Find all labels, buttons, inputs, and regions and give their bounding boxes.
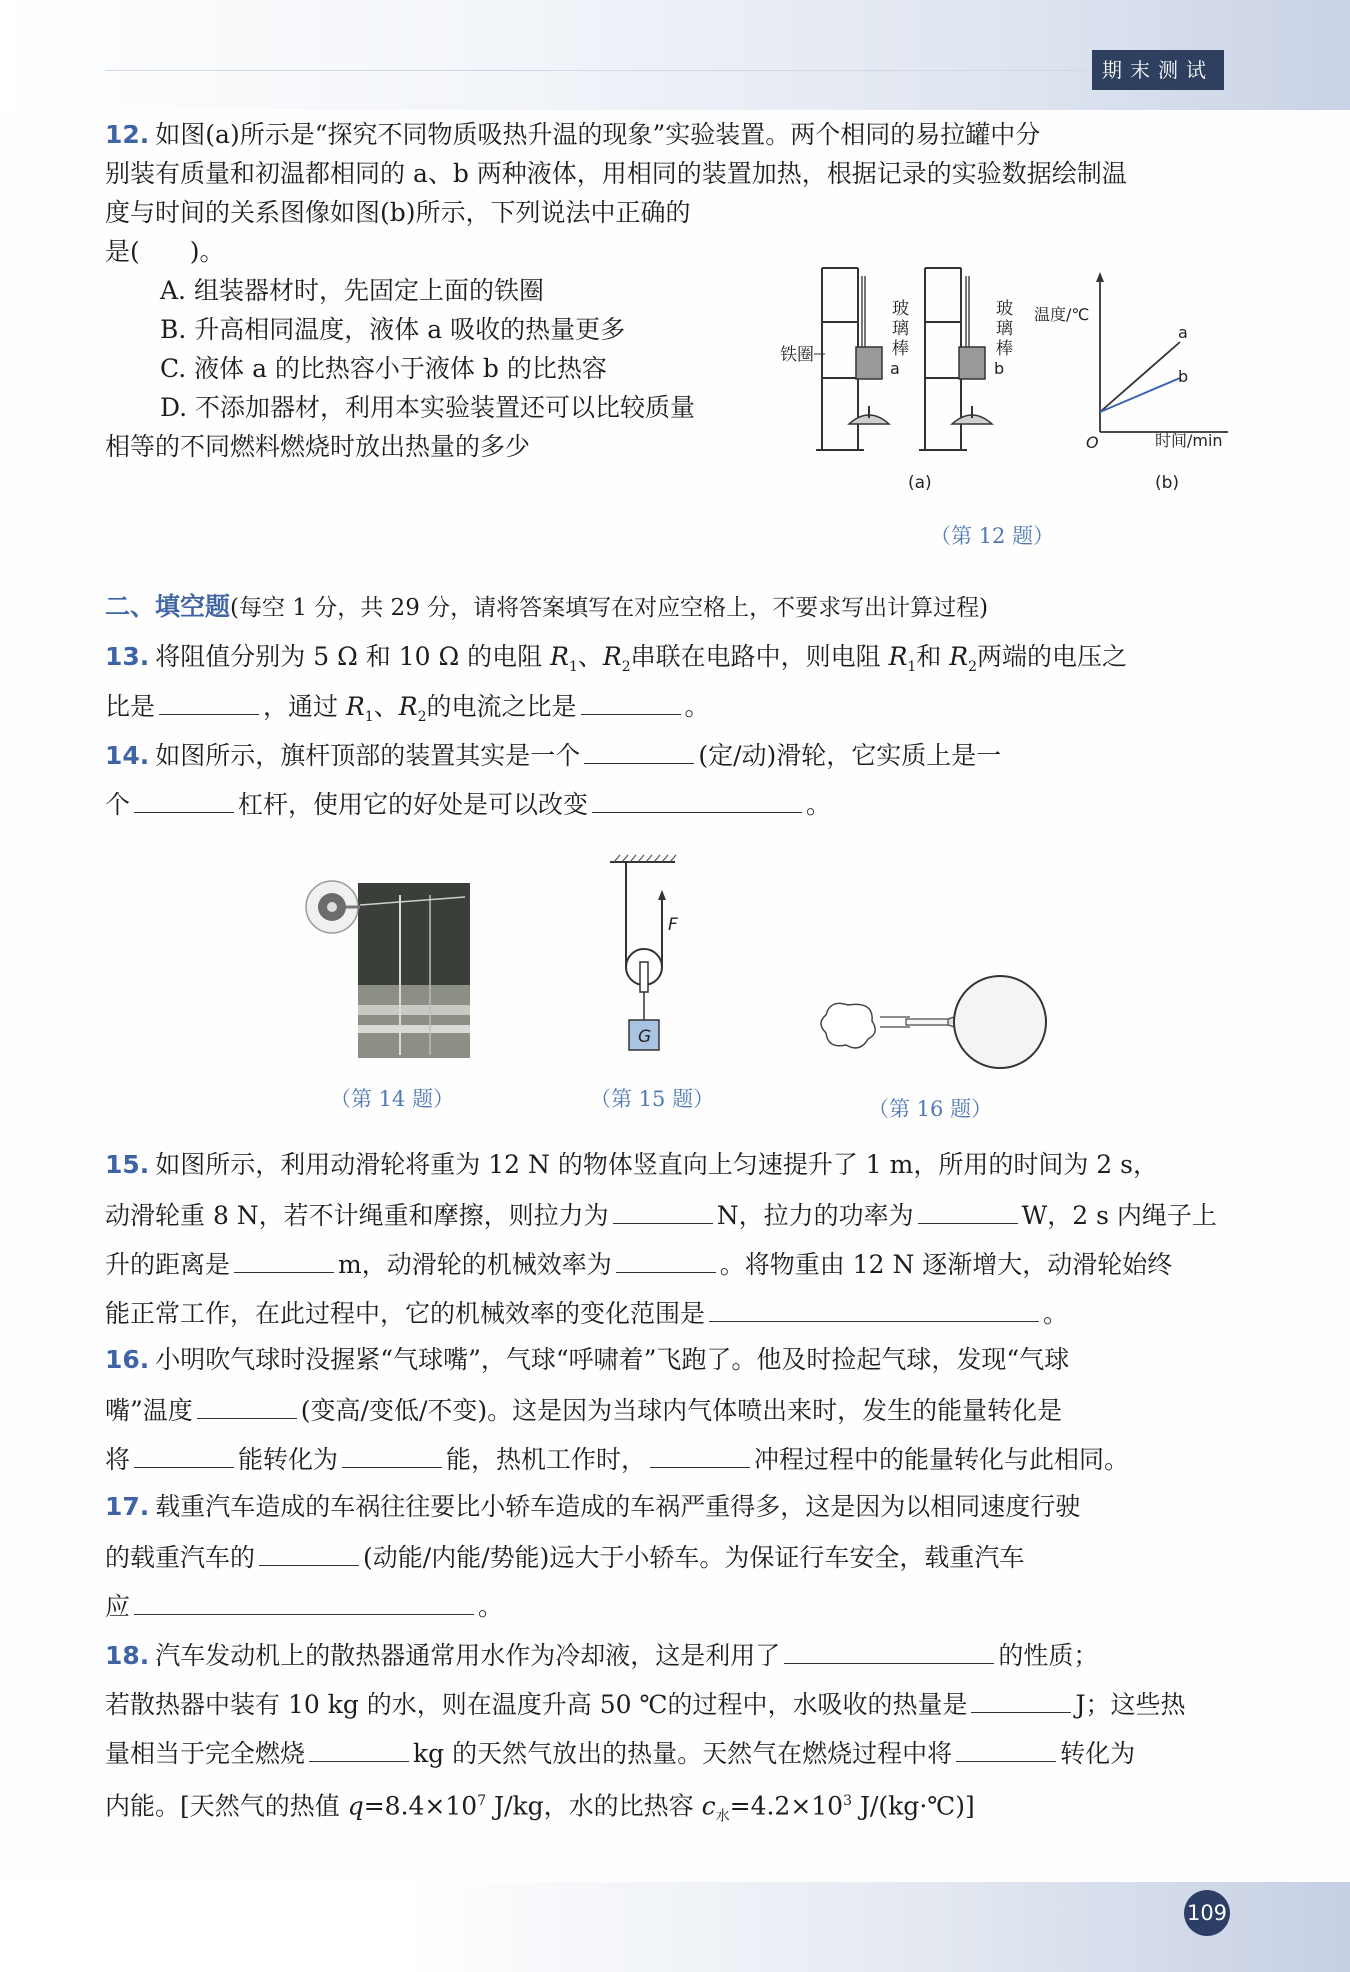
q17-text-1: 载重汽车造成的车祸往往要比小轿车造成的车祸严重得多，这是因为以相同速度行驶	[155, 1492, 1081, 1521]
q12-line-1	[105, 118, 1230, 152]
q12-option-c: C. 液体 a 的比热容小于液体 b 的比热容	[160, 354, 607, 383]
label-liquid-a: a	[890, 359, 900, 378]
q15-line-2	[105, 1197, 1230, 1233]
q15-weight-label: G	[638, 1027, 652, 1047]
section-2-heading	[105, 590, 1230, 625]
q14-text-1: 如图所示，旗杆顶部的装置其实是一个	[155, 741, 581, 770]
q18-text-1b: 的性质；	[998, 1641, 1099, 1670]
q13-and: 和	[916, 642, 950, 671]
q13-r1-b: R	[888, 642, 908, 671]
q16-number: 16.	[105, 1345, 150, 1374]
q13-r1-c: R	[345, 692, 365, 721]
q15-blank-4[interactable]	[616, 1246, 716, 1273]
q14-line-2	[105, 786, 1230, 822]
q13-end: 。	[684, 692, 710, 721]
q18-text-4c: J/kg，水的比热容	[486, 1791, 702, 1821]
q17-end: 。	[478, 1592, 504, 1621]
q15-blank-5[interactable]	[709, 1295, 1039, 1322]
q17-blank-2[interactable]	[134, 1588, 474, 1615]
q18-blank-4[interactable]	[956, 1735, 1056, 1762]
q17-line-2	[105, 1539, 1230, 1575]
footer-band	[0, 1882, 1350, 1972]
q17-line-1	[105, 1490, 1230, 1524]
q16-text-3d: 冲程过程中的能量转化与此相同。	[754, 1445, 1130, 1474]
q15-caption: （第 15 题）	[590, 1087, 715, 1111]
q15-end: 。	[1043, 1299, 1069, 1328]
q18-exp-7: 7	[477, 1793, 487, 1809]
q16-line-2	[105, 1392, 1230, 1428]
q16-blank-2[interactable]	[134, 1441, 234, 1468]
graph-line-a-label: a	[1178, 323, 1188, 342]
q13-text-2: 串联在电路中，则电阻	[630, 642, 889, 671]
label-rod-1-char1: 玻	[892, 299, 909, 319]
q13-text-3: 两端的电压之	[977, 642, 1128, 671]
q15-number: 15.	[105, 1150, 150, 1179]
q12-number: 12.	[105, 120, 150, 149]
q15-text-1: 如图所示，利用动滑轮将重为 12 N 的物体竖直向上匀速提升了 1 m，所用的时间为 2 s，	[155, 1150, 1158, 1179]
q15-text-4a: 能正常工作，在此过程中，它的机械效率的变化范围是	[105, 1299, 706, 1328]
graph-xlabel: 时间/min	[1155, 431, 1223, 450]
q16-line-1	[105, 1343, 1230, 1377]
q18-blank-2[interactable]	[971, 1686, 1071, 1713]
q12-line-4: 是( )。	[105, 237, 225, 266]
subfig-b-label: (b)	[1155, 473, 1180, 493]
q12-figure	[770, 262, 1240, 502]
q13-r2-c: R	[398, 692, 418, 721]
label-rod-2-char3: 棒	[996, 339, 1013, 359]
q18-line-3	[105, 1735, 1230, 1771]
label-liquid-b: b	[994, 359, 1005, 378]
q13-line-1	[105, 640, 1230, 684]
q17-line-3	[105, 1588, 1230, 1624]
q18-text-1a: 汽车发动机上的散热器通常用水作为冷却液，这是利用了	[155, 1641, 781, 1670]
q15-blank-2[interactable]	[918, 1197, 1018, 1224]
q12-option-a: A. 组装器材时，先固定上面的铁圈	[160, 276, 544, 305]
y-axis-arrow	[1096, 272, 1104, 282]
page-number: 109	[1184, 1890, 1230, 1936]
q17-text-2b: (动能/内能/势能)远大于小轿车。为保证行车安全，载重汽车	[363, 1543, 1025, 1572]
q16-text-3b: 能转化为	[238, 1445, 339, 1474]
q13-text-4: 比是	[105, 692, 156, 721]
q15-line-4	[105, 1295, 1230, 1331]
q18-blank-3[interactable]	[309, 1735, 409, 1762]
q16-figure	[818, 975, 1058, 1085]
q12-line-3: 度与时间的关系图像如图(b)所示，下列说法中正确的	[105, 198, 691, 227]
q12-text-1: 如图(a)所示是“探究不同物质吸热升温的现象”实验装置。两个相同的易拉罐中分	[155, 120, 1041, 149]
q15-blank-3[interactable]	[234, 1246, 334, 1273]
q17-text-2a: 的载重汽车的	[105, 1543, 256, 1572]
q12-caption: （第 12 题）	[930, 524, 1055, 548]
q13-number: 13.	[105, 642, 150, 671]
q16-text-3a: 将	[105, 1445, 131, 1474]
q13-blank-2[interactable]	[581, 688, 681, 715]
q13-r1-b-sub: 1	[907, 659, 917, 675]
q18-exp-3: 3	[843, 1793, 853, 1809]
q14-line-1	[105, 737, 1230, 773]
q18-line-2	[105, 1686, 1230, 1722]
q13-text-5: ，通过	[263, 692, 346, 721]
q13-text-6: 的电流之比是	[426, 692, 577, 721]
q13-r2-c-sub: 2	[417, 709, 427, 725]
q18-line-4	[105, 1784, 1230, 1833]
q18-text-4b: =8.4×10	[363, 1791, 478, 1821]
q14-blank-2[interactable]	[134, 786, 234, 813]
q15-force-label: F	[668, 915, 678, 935]
graph-origin: O	[1086, 433, 1099, 452]
q18-c-symbol: c	[701, 1791, 716, 1821]
q16-caption: （第 16 题）	[868, 1097, 993, 1121]
q14-figure	[300, 875, 480, 1060]
subfig-a-label: (a)	[908, 473, 932, 493]
q18-number: 18.	[105, 1641, 150, 1670]
q14-text-4: 杠杆，使用它的好处是可以改变	[238, 790, 589, 819]
q18-blank-1[interactable]	[784, 1637, 994, 1664]
q18-text-4d: =4.2×10	[729, 1791, 844, 1821]
q18-text-3b: kg 的天然气放出的热量。天然气在燃烧过程中将	[413, 1739, 953, 1768]
q15-text-2b: N，拉力的功率为	[716, 1201, 914, 1230]
q16-text-2b: (变高/变低/不变)。这是因为当球内气体喷出来时，发生的能量转化是	[300, 1396, 1063, 1425]
label-rod-1-char3: 棒	[892, 339, 909, 359]
q18-text-3a: 量相当于完全燃烧	[105, 1739, 306, 1768]
q18-line-1	[105, 1637, 1230, 1673]
label-rod-2-char1: 玻	[996, 299, 1013, 319]
q15-text-3c: 。将物重由 12 N 逐渐增大，动滑轮始终	[719, 1250, 1173, 1279]
q17-number: 17.	[105, 1492, 150, 1521]
q16-blank-1[interactable]	[197, 1392, 297, 1419]
label-tiequan: 铁圈	[780, 345, 814, 365]
label-rod-2-char2: 璃	[996, 319, 1013, 339]
q12-option-b: B. 升高相同温度，液体 a 吸收的热量更多	[160, 315, 626, 344]
q15-figure	[600, 852, 700, 1062]
q15-text-3b: m，动滑轮的机械效率为	[338, 1250, 612, 1279]
q15-text-2a: 动滑轮重 8 N，若不计绳重和摩擦，则拉力为	[105, 1201, 609, 1230]
q16-text-3c: 能，热机工作时，	[446, 1445, 647, 1474]
q13-text-1: 将阻值分别为 5 Ω 和 10 Ω 的电阻	[155, 642, 551, 671]
q15-line-3	[105, 1246, 1230, 1282]
q18-c-sub: 水	[715, 1808, 730, 1825]
section-2-title: 二、填空题	[105, 592, 231, 621]
header-title: 期末测试	[1092, 50, 1224, 90]
q16-text-2a: 嘴”温度	[105, 1396, 193, 1425]
q13-r2-sub: 2	[621, 659, 631, 675]
section-2-note: (每空 1 分，共 29 分，请将答案填写在对应空格上，不要求写出计算过程)	[230, 595, 989, 621]
q13-sep-2: 、	[373, 692, 399, 721]
q13-r1-c-sub: 1	[364, 709, 374, 725]
q15-line-1	[105, 1148, 1230, 1182]
q13-r2-b-sub: 2	[968, 659, 978, 675]
q15-blank-1[interactable]	[613, 1197, 713, 1224]
q13-r2-b: R	[949, 642, 969, 671]
q13-r1-sub: 1	[568, 659, 578, 675]
q12-line-2: 别装有质量和初温都相同的 a、b 两种液体，用相同的装置加热，根据记录的实验数据绘制温	[105, 159, 1127, 188]
q15-text-2c: W，2 s 内绳子上	[1021, 1201, 1217, 1230]
q14-text-2: (定/动)滑轮，它实质上是一	[698, 741, 1002, 770]
q16-line-3	[105, 1441, 1230, 1477]
q13-sep: 、	[577, 642, 603, 671]
graph-ylabel: 温度/℃	[1034, 305, 1090, 324]
q17-blank-1[interactable]	[259, 1539, 359, 1566]
q18-q-symbol: q	[347, 1791, 364, 1821]
q13-r1: R	[550, 642, 569, 671]
q13-blank-1[interactable]	[159, 688, 259, 715]
q18-text-2a: 若散热器中装有 10 kg 的水，则在温度升高 50 ℃的过程中，水吸收的热量是	[105, 1690, 968, 1719]
q18-text-4e: J/(kg·℃)]	[852, 1791, 975, 1821]
q14-number: 14.	[105, 741, 150, 770]
q18-text-4a: 内能。[天然气的热值	[105, 1791, 348, 1821]
header-rule	[105, 70, 1090, 71]
q12-option-d: D. 不添加器材，利用本实验装置还可以比较质量	[160, 393, 696, 422]
q16-text-1: 小明吹气球时没握紧“气球嘴”，气球“呼啸着”飞跑了。他及时捡起气球，发现“气球	[155, 1345, 1070, 1374]
q17-text-3a: 应	[105, 1592, 131, 1621]
q14-caption: （第 14 题）	[330, 1087, 455, 1111]
line-b	[1100, 378, 1180, 412]
q14-text-3: 个	[105, 790, 131, 819]
q12-option-d-cont: 相等的不同燃料燃烧时放出热量的多少	[105, 432, 531, 461]
label-rod-1-char2: 璃	[892, 319, 909, 339]
q13-r2: R	[602, 642, 622, 671]
q15-text-3a: 升的距离是	[105, 1250, 231, 1279]
q16-blank-3[interactable]	[342, 1441, 442, 1468]
q14-blank-3[interactable]	[592, 786, 802, 813]
line-a	[1100, 342, 1180, 412]
q18-text-2b: J；这些热	[1075, 1690, 1186, 1719]
q16-blank-4[interactable]	[650, 1441, 750, 1468]
q18-text-3c: 转化为	[1060, 1739, 1136, 1768]
graph-line-b-label: b	[1178, 367, 1189, 386]
q14-blank-1[interactable]	[584, 737, 694, 764]
q13-line-2	[105, 688, 1230, 734]
q14-end: 。	[806, 790, 832, 819]
